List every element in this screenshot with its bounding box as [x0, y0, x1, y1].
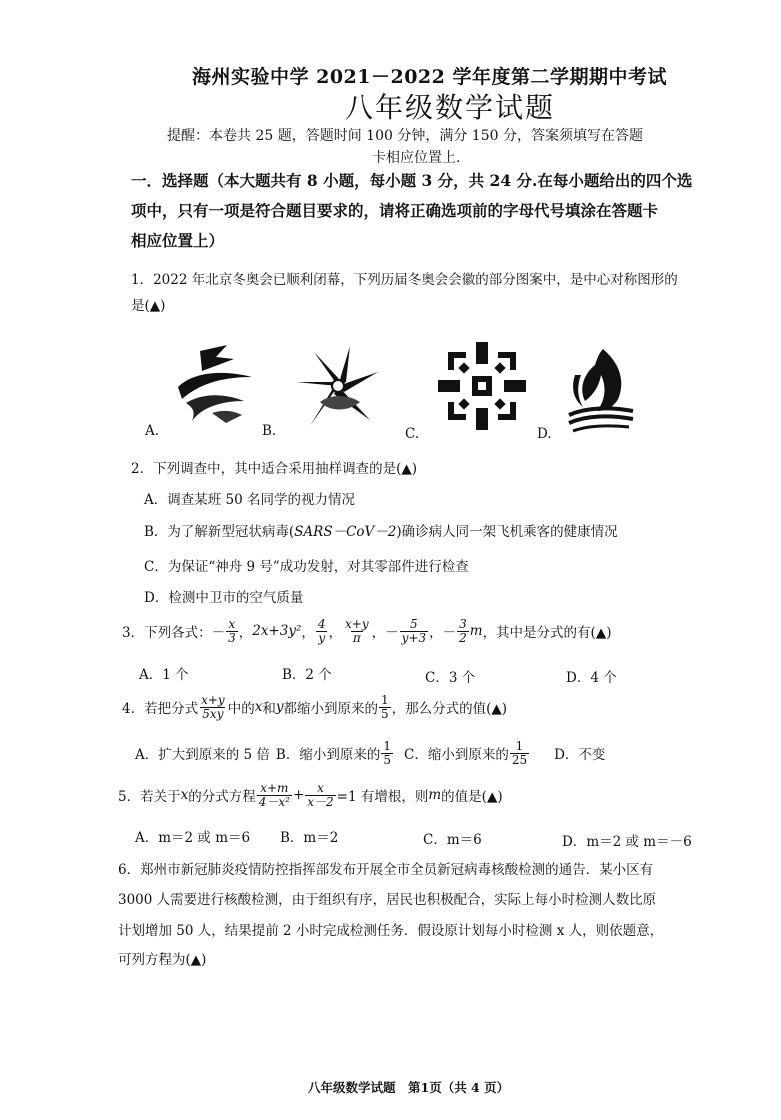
question-4-option-b: B．缩小到原来的 [275, 747, 381, 764]
question-4-option-a: A．扩大到原来的 5 倍 [135, 747, 270, 764]
exam-subtitle: 八年级数学试题 [345, 91, 556, 124]
exam-note-line2: 卡相应位置上. [372, 150, 461, 166]
question-3-option-a: A．1 个 [139, 667, 189, 683]
question-5-stem: 5．若关于 x 的分式方程 $\frac{x+m}{\text{4－x²}}$ + $\frac{x}{x-2}$ =1 有增根，则 m 的值是(▲) [118, 781, 503, 809]
fraction: $\frac{1}{5}$ [380, 693, 389, 721]
question-4-option-d: D．不变 [554, 747, 606, 764]
section-heading-line3: 相应位置上） [131, 231, 225, 250]
question-5-option-c: C．m＝6 [423, 832, 482, 848]
emblem-swoosh-icon [172, 343, 257, 428]
emblem-snowflake-icon [436, 340, 528, 432]
question-4-options [135, 740, 605, 766]
question-2-stem: 2．下列调查中，其中适合采用抽样调查的是(▲) [131, 461, 418, 477]
question-4-stem: 4．若把分式 $\frac{x+y}{5xy}$ 中的 x 和 y 都缩小到原来的 $\frac{1}{5}$ ，那么分式的值(▲) [122, 693, 508, 721]
question-1-label-d: D. [537, 426, 552, 442]
fraction: $\frac{x+y}{\pi}$ [345, 617, 369, 645]
fraction: $\frac{1}{25}$ [511, 739, 528, 767]
section-heading-line2: 项中，只有一项是符合题目要求的，请将正确选项前的字母代号填涂在答题卡 [131, 201, 659, 220]
question-2-option-a: A．调查某班 50 名同学的视力情况 [144, 492, 356, 508]
question-2-option-b: B．为了解新型冠状病毒(SARS－CoV－2)确诊病人同一架飞机乘客的健康情况 [144, 524, 618, 540]
question-6-line2: 3000 人需要进行核酸检测，由于组织有序，居民也积极配合，实际上每小时检测人数比原 [118, 892, 657, 908]
emblem-star-icon [290, 342, 388, 430]
question-1-label-a: A. [145, 423, 160, 439]
fraction: $\frac{4}{y}$ [317, 617, 326, 645]
page-footer: 八年级数学试题 第1页（共 4 页） [308, 1080, 510, 1095]
question-3-option-d: D．4 个 [566, 670, 617, 686]
exam-note-line1: 提醒：本卷共 25 题，答题时间 100 分钟，满分 150 分，答案须填写在答题 [167, 128, 643, 144]
question-3-stem: 3．下列各式： － $\frac{x}{3}$ ， 2x+3y² ， $\frac{4}{y}$ ， $\frac{x+y}{\pi}$ ，－ $\frac{5}{y+3}$ ，－ $\frac{3}{2}$ m ，其中是分式的有(▲) [122, 617, 612, 645]
fraction: $\frac{1}{5}$ [383, 739, 391, 767]
question-4-option-c: C．缩小到原来的 [403, 747, 509, 764]
fraction: $\frac{5}{y+3}$ [401, 617, 427, 645]
fraction: $\frac{x}{3}$ [228, 617, 236, 645]
question-6-line3: 计划增加 50 人，结果提前 2 小时完成检测任务．假设原计划每小时检测 x 人，则依题意， [118, 923, 664, 939]
question-6-line1: 6．郑州市新冠肺炎疫情防控指挥部发布开展全市全员新冠病毒核酸检测的通告．某小区有 [118, 862, 654, 878]
question-1-label-b: B. [262, 423, 277, 439]
question-3-option-b: B．2 个 [282, 667, 332, 683]
question-1-stem-line1: 1．2022 年北京冬奥会已顺利闭幕，下列历届冬奥会会徽的部分图案中，是中心对称图形的 [131, 272, 678, 288]
question-2-option-d: D．检测中卫市的空气质量 [144, 590, 304, 606]
fraction: $\frac{x+y}{5xy}$ [201, 693, 225, 721]
fraction: $\frac{x}{x-2}$ [307, 781, 334, 809]
question-1-label-c: C. [405, 426, 420, 442]
section-heading-line1: 一．选择题（本大题共有 8 小题，每小题 3 分，共 24 分.在每小题给出的四个选 [131, 171, 693, 190]
question-5-option-a: A．m＝2 或 m＝6 [135, 830, 251, 846]
question-3-option-c: C．3 个 [425, 670, 476, 686]
question-2-option-c: C．为保证“神舟 9 号”成功发射，对其零部件进行检查 [144, 559, 469, 575]
question-5-option-b: B．m＝2 [280, 830, 339, 846]
fraction: $\frac{x+m}{\text{4－x²}}$ [258, 781, 290, 809]
question-1-stem-line2: 是(▲) [131, 298, 166, 314]
question-6-line4: 可列方程为(▲) [118, 952, 207, 968]
emblem-flame-icon [565, 345, 637, 433]
exam-title: 海州实验中学 2021－2022 学年度第二学期期中考试 [192, 66, 667, 88]
question-5-option-d: D．m＝2 或 m＝－6 [562, 834, 692, 850]
fraction: $\frac{3}{2}$ [459, 617, 467, 645]
